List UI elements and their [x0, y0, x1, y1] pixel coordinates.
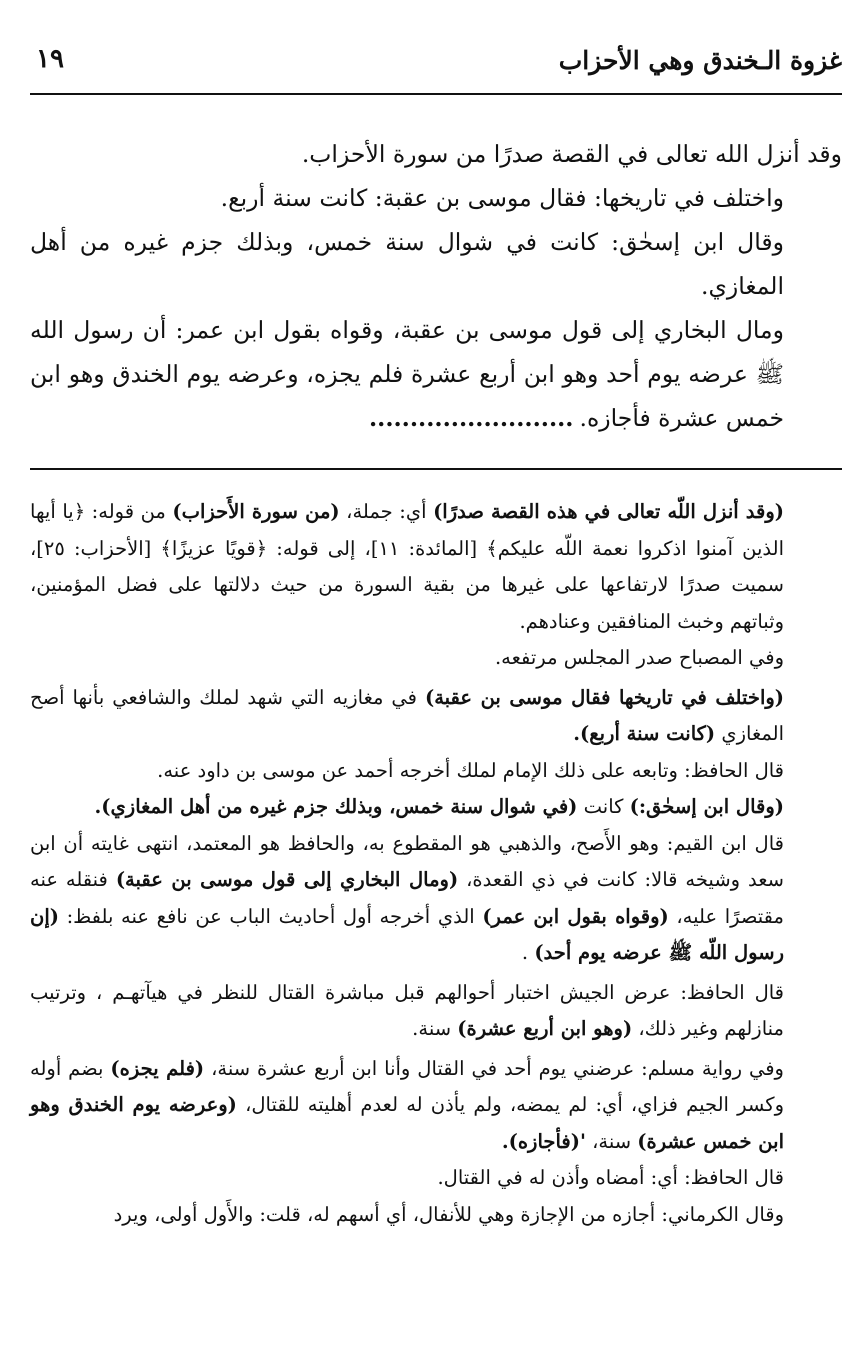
commentary-text: وفي رواية مسلم: عرضني يوم أحد في القتال وأنا ابن أربع عشرة سنة، — [204, 1056, 784, 1080]
chapter-title: غزوة الـخندق وهي الأحزاب — [558, 46, 842, 75]
commentary-text: أي: جملة، — [339, 500, 434, 523]
commentary-paragraph: وفي المصباح صدر المجلس مرتفعه. — [494, 646, 784, 669]
quoted-text: (ومال البخاري إلى قول موسى بن عقبة) — [115, 868, 459, 891]
page-number: ١٩ — [36, 44, 64, 74]
commentary-paragraph — [30, 494, 842, 640]
commentary-text: قال ابن القيم: وهو الأَصح، والذهبي هو المقطوع به، والحافظ هو المعتمد، انتهى غايته أن ابن سعد وشيخه قالا: كانت في ذي القعدة، — [30, 831, 784, 891]
quoted-text: '(فأجازه). — [501, 1129, 586, 1153]
quoted-text: (من سورة الأَحزاب) — [172, 500, 340, 523]
commentary-text: قال الحافظ: عرض الجيش اختبار أحوالهم قبل مباشرة القتال للنظر في هيآتهـم ، وترتيب منازلهم وغير ذلك، — [30, 980, 784, 1040]
commentary-text: سنة، — [585, 1129, 638, 1153]
running-header — [30, 28, 842, 84]
ellipsis-dots: ......................... — [368, 404, 574, 432]
commentary-paragraph — [30, 975, 842, 1048]
commentary-paragraph: قال الحافظ: وتابعه على ذلك الإمام لملك أخرجه أحمد عن موسى بن داود عنه. — [157, 758, 784, 782]
main-paragraph: وقال ابن إسحٰق: كانت في شوال سنة خمس، وبذلك جزم غيره من أهل المغازي. — [30, 228, 784, 300]
quoted-text: (وقال ابن إسحٰق:) — [629, 795, 784, 818]
main-paragraph-text: ومال البخاري إلى قول موسى بن عقبة، وقواه بقول ابن عمر: أن رسول الله ﷺ عرضه يوم أحد وهو ابن أربع عشرة فلم يجزه، وعرضه يوم الخندق وهو ابن خمس عشرة فأجازه. — [30, 316, 784, 432]
quoted-text: (وقواه بقول ابن عمر) — [482, 904, 669, 928]
commentary-text: من قوله: ﴿يا أيها الذين آمنوا اذكروا نعمة اللّه عليكم﴾ [المائدة: ١١]، إلى قوله: ﴿قويًا عزيزًا﴾ [الأحزاب: ٢٥]، سميت صدرًا لارتفاعها على غيرها من بقية السورة من حيث دلالتها على فضل المؤمنين، وثباتهم وخبث المنافقين وعنادهم. — [30, 500, 784, 633]
footnote-separator — [30, 468, 842, 470]
commentary-text: في مغازيه التي شهد لملك والشافعي بأنها أصح المغازي — [30, 685, 784, 745]
commentary — [30, 494, 842, 1233]
commentary-text: سنة. — [412, 1017, 458, 1040]
quoted-text: (في شوال سنة خمس، وبذلك جزم غيره من أهل المغازي). — [94, 795, 578, 818]
commentary-text: . — [521, 941, 535, 964]
book-page — [30, 28, 842, 1226]
quoted-text: (وقد أنزل اللّه تعالى في هذه القصة صدرًا) — [433, 500, 784, 523]
commentary-paragraph — [30, 1051, 842, 1161]
main-text — [30, 132, 842, 440]
quoted-text: (وهو ابن أربع عشرة) — [457, 1017, 633, 1040]
commentary-text: بضم أوله وكسر الجيم فزاي، أي: لم يمضه، ولم يأذن له لعدم أهليته للقتال، — [30, 1056, 784, 1116]
quoted-text: (كانت سنة أربع). — [573, 722, 716, 745]
commentary-paragraph — [30, 789, 842, 826]
main-paragraph: واختلف في تاريخها: فقال موسى بن عقبة: كانت سنة أربع. — [220, 184, 784, 212]
main-paragraph: وقد أنزل الله تعالى في القصة صدرًا من سورة الأحزاب. — [301, 140, 842, 168]
quoted-text: (واختلف في تاريخها فقال موسى بن عقبة) — [424, 685, 785, 709]
header-rule — [30, 93, 842, 95]
commentary-text: كانت — [577, 795, 630, 818]
quoted-text: (إن رسول اللّه ﷺ عرضه يوم أحد) — [30, 904, 784, 964]
commentary-text: فنقله عنه مقتصرًا عليه، — [30, 868, 784, 928]
quoted-text: (وعرضه يوم الخندق وهو ابن خمس عشرة) — [30, 1093, 784, 1153]
commentary-paragraph — [30, 826, 842, 972]
commentary-paragraph: قال الحافظ: أي: أمضاه وأذن له في القتال. — [437, 1166, 784, 1189]
commentary-paragraph — [30, 680, 842, 753]
commentary-text: الذي أخرجه أول أحاديث الباب عن نافع عنه بلفظ: — [58, 904, 483, 928]
commentary-paragraph: وقال الكرماني: أجازه من الإجازة وهي للأنفال، أي أسهم له، قلت: والأَول أولى، ويرد — [113, 1202, 784, 1226]
quoted-text: (فلم يجزه) — [110, 1056, 205, 1080]
main-paragraph — [30, 308, 842, 440]
